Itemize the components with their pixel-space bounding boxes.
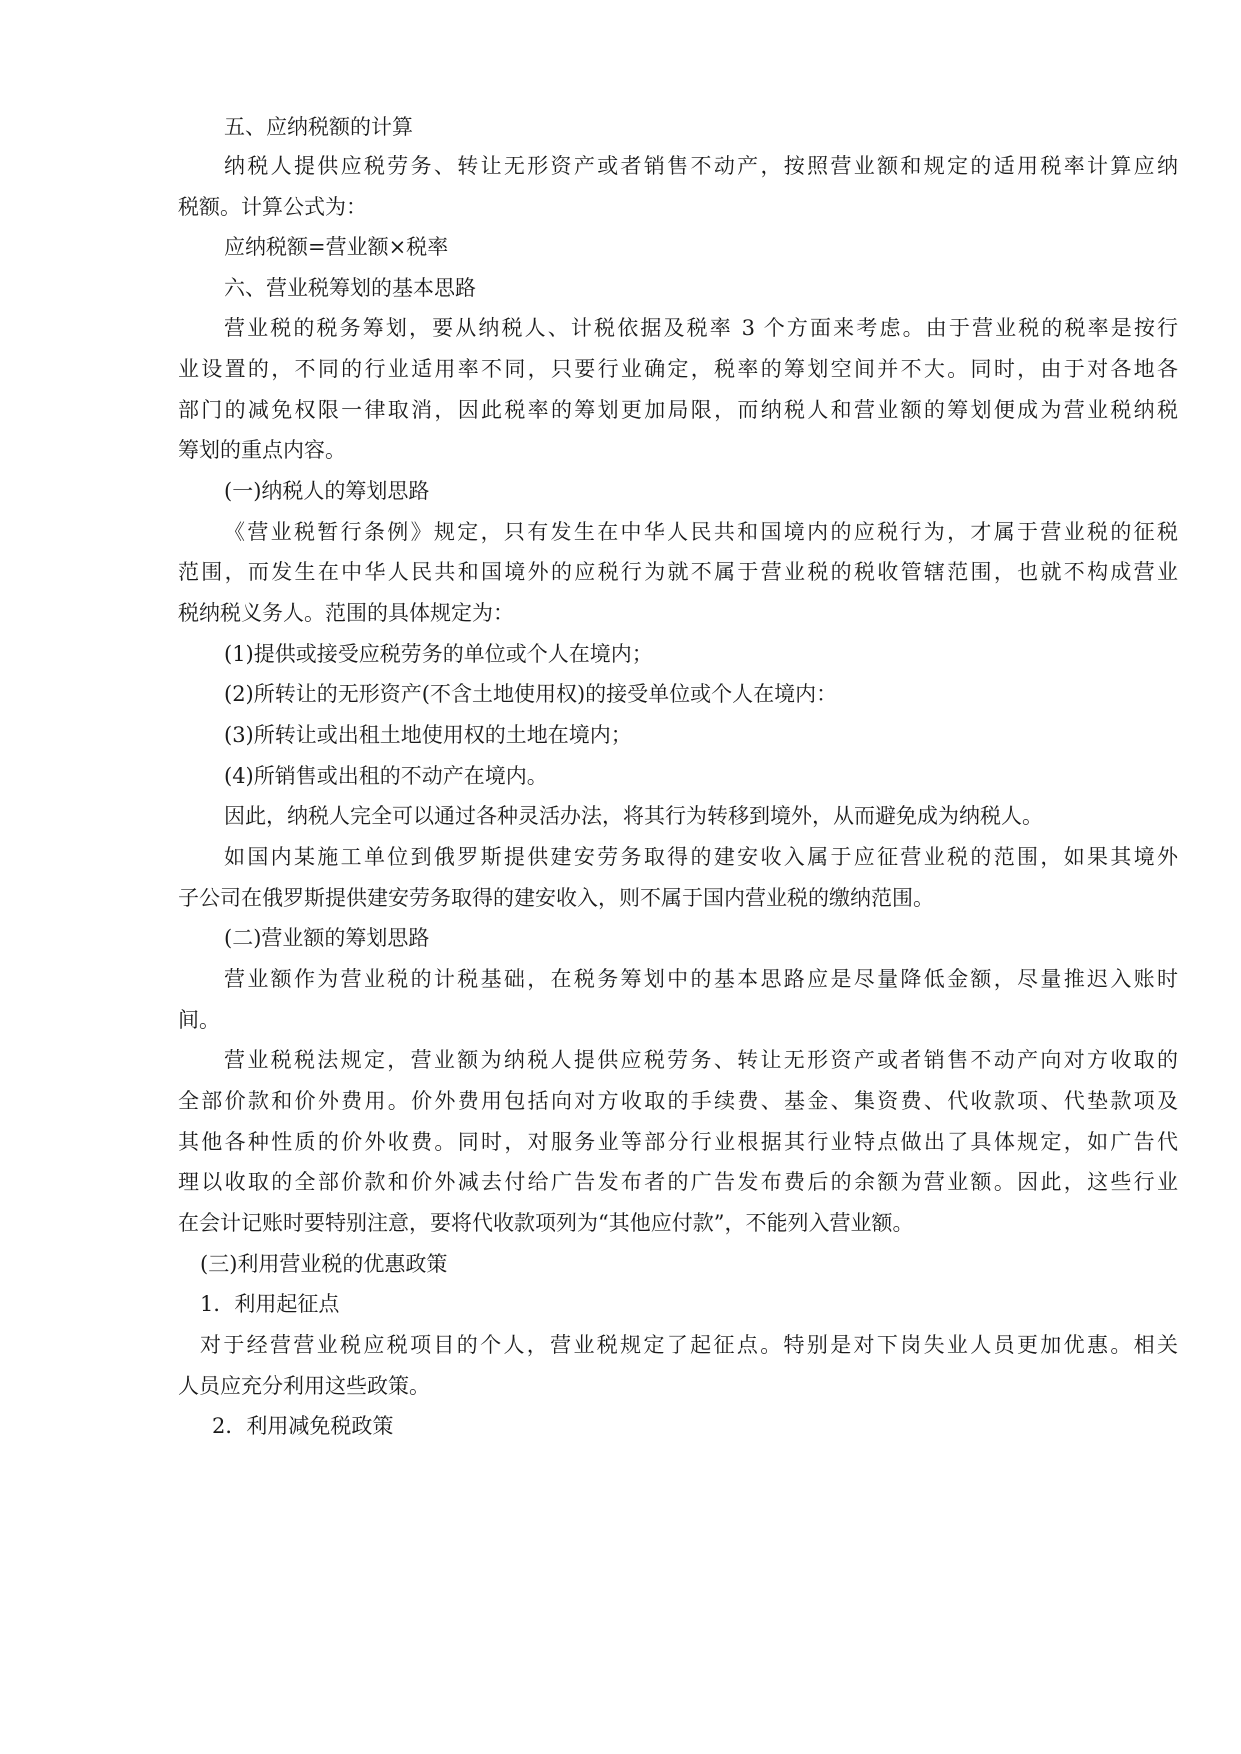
- paragraph-line: 因此，纳税人完全可以通过各种灵活办法，将其行为转移到境外，从而避免成为纳税人。: [224, 804, 1043, 828]
- paragraph-line: 在会计记账时要特别注意，要将代收款项列为“其他应付款”，不能列入营业额。: [178, 1211, 914, 1235]
- paragraph-line: 间。: [178, 1008, 220, 1032]
- paragraph-line: 营业额作为营业税的计税基础，在税务筹划中的基本思路应是尽量降低金额，尽量推迟入账时: [224, 967, 1178, 991]
- paragraph-line: 筹划的重点内容。: [178, 438, 346, 462]
- paragraph-line: 子公司在俄罗斯提供建安劳务取得的建安收入，则不属于国内营业税的缴纳范围。: [178, 886, 934, 910]
- item-heading-2: 2．利用减免税政策: [212, 1414, 394, 1438]
- list-item: (4)所销售或出租的不动产在境内。: [224, 764, 548, 788]
- paragraph-line: 纳税人提供应税劳务、转让无形资产或者销售不动产，按照营业额和规定的适用税率计算应纳: [224, 154, 1178, 178]
- paragraph-line: 全部价款和价外费用。价外费用包括向对方收取的手续费、基金、集资费、代收款项、代垫款项及: [178, 1089, 1178, 1113]
- formula-line: 应纳税额=营业额×税率: [224, 235, 449, 259]
- paragraph-line: 人员应充分利用这些政策。: [178, 1374, 430, 1398]
- paragraph-line: 部门的减免权限一律取消，因此税率的筹划更加局限，而纳税人和营业额的筹划便成为营业税纳税: [178, 398, 1178, 422]
- item-heading-1: 1．利用起征点: [200, 1292, 340, 1316]
- paragraph-line: 其他各种性质的价外收费。同时，对服务业等部分行业根据其行业特点做出了具体规定，如广告代: [178, 1130, 1178, 1154]
- subsection-heading-1: (一)纳税人的筹划思路: [224, 479, 430, 503]
- subsection-heading-3: (三)利用营业税的优惠政策: [200, 1252, 448, 1276]
- section-heading-6: 六、营业税筹划的基本思路: [224, 276, 476, 300]
- paragraph-line: 范围，而发生在中华人民共和国境外的应税行为就不属于营业税的税收管辖范围，也就不构成营业: [178, 560, 1178, 584]
- paragraph-line: 税纳税义务人。范围的具体规定为：: [178, 601, 514, 625]
- paragraph-line: 《营业税暂行条例》规定，只有发生在中华人民共和国境内的应税行为，才属于营业税的征税: [224, 520, 1178, 544]
- section-heading-5: 五、应纳税额的计算: [224, 115, 413, 139]
- list-item: (1)提供或接受应税劳务的单位或个人在境内；: [224, 642, 653, 666]
- paragraph-line: 税额。计算公式为：: [178, 195, 367, 219]
- paragraph-line: 业设置的，不同的行业适用率不同，只要行业确定，税率的筹划空间并不大。同时，由于对各地各: [178, 357, 1178, 381]
- subsection-heading-2: (二)营业额的筹划思路: [224, 926, 430, 950]
- list-item: (3)所转让或出租土地使用权的土地在境内；: [224, 723, 632, 747]
- paragraph-line: 如国内某施工单位到俄罗斯提供建安劳务取得的建安收入属于应征营业税的范围，如果其境外: [224, 845, 1178, 869]
- paragraph-line: 理以收取的全部价款和价外减去付给广告发布者的广告发布费后的余额为营业额。因此，这些行业: [178, 1170, 1178, 1194]
- paragraph-line: 营业税的税务筹划，要从纳税人、计税依据及税率 3 个方面来考虑。由于营业税的税率是按行: [224, 316, 1178, 340]
- paragraph-line: 对于经营营业税应税项目的个人，营业税规定了起征点。特别是对下岗失业人员更加优惠。相关: [200, 1333, 1178, 1357]
- list-item: (2)所转让的无形资产(不含土地使用权)的接受单位或个人在境内：: [224, 682, 838, 706]
- paragraph-line: 营业税税法规定，营业额为纳税人提供应税劳务、转让无形资产或者销售不动产向对方收取的: [224, 1048, 1178, 1072]
